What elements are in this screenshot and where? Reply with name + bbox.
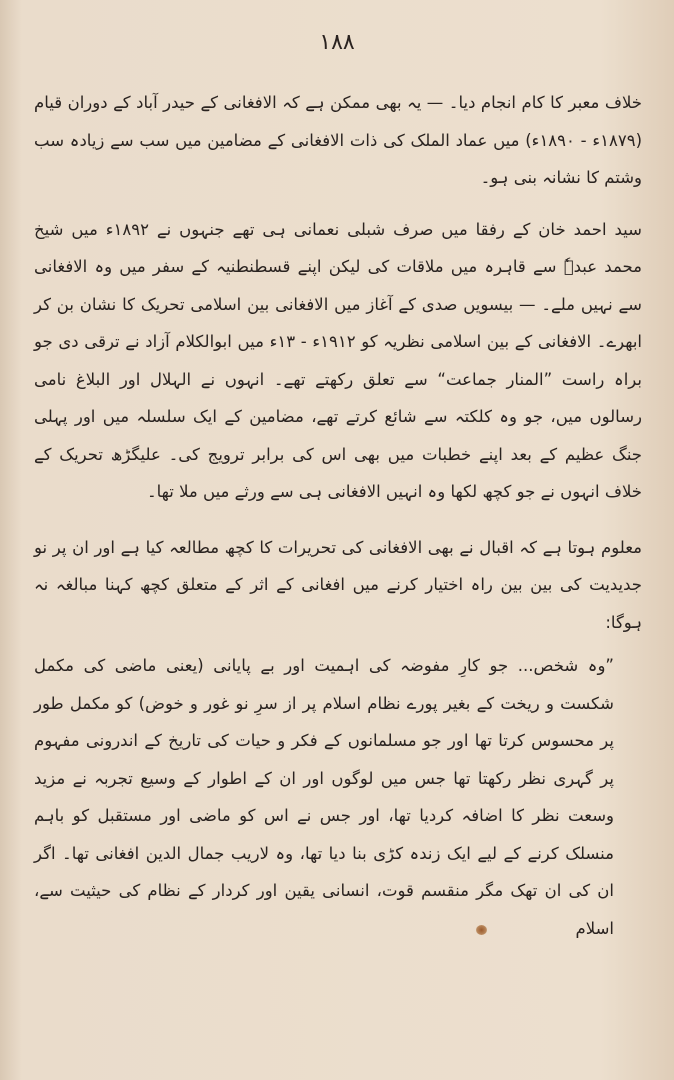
block-quote: ”وہ شخص... جو کارِ مفوضہ کی اہمیت اور بے پایانی (یعنی ماضی کی مکمل شکست و ریخت کے بغیر پورے نظام اسلام پر از سرِ نو غور و خوض) کو مکمل طور پر محسوس کرتا تھا اور جو مسلمانوں کے فکر و حیات کی تاریخ کے اندرونی مفہوم پر گہری نظر رکھتا تھا جس میں لوگوں اور ان کے اطوار کے وسیع تجربہ نے مزید وسعت نظر کا اضافہ کردیا تھا، اور جس نے اس کو ماضی اور مستقبل کو باہم منسلک کرنے کے لیے ایک زندہ کڑی بنا دیا تھا، وہ لاریب جمال الدین افغانی تھا۔ اگر ان کی ان تھک مگر منقسم قوت، انسانی یقین اور کردار کے نظام کی حیثیت سے، اسلام <box>34 656 614 938</box>
ink-smudge <box>476 925 487 935</box>
page-number: ۱۸۸ <box>319 30 355 55</box>
page-body <box>34 84 642 947</box>
paragraph-2: سید احمد خان کے رفقا میں صرف شبلی نعمانی ہی تھے جنہوں نے ۱۸۹۲ء میں شیخ محمد عبدہٗ سے قاہرہ میں ملاقات کی لیکن اپنے قسطنطنیہ کے سفر میں وہ الافغانی سے نہیں ملے۔ — بیسویں صدی کے آغاز میں الافغانی بین اسلامی تحریک کا نشان بن کر ابھرے۔ الافغانی کے بین اسلامی نظریہ کو ۱۹۱۲ء - ۱۳ء میں ابوالکلام آزاد نے ترقی دی جو براہ راست ”المنار جماعت“ سے تعلق رکھتے تھے۔ انہوں نے الہلال اور البلاغ نامی رسالوں میں، جو وہ کلکتہ سے شائع کرتے تھے، مضامین کے ایک سلسلہ میں اور پہلی جنگ عظیم کے بعد اپنے خطبات میں بھی اس کی برابر ترویج کی۔ علیگڑھ تحریک کے خلاف انہوں نے جو کچھ لکھا وہ انہیں الافغانی ہی سے ورثے میں ملا تھا۔ <box>34 219 643 501</box>
paragraph-1: خلاف معبر کا کام انجام دیا۔ — یہ بھی ممکن ہے کہ الافغانی کے حیدر آباد کے دوران قیام (۱۸۷۹ء - ۱۸۹۰ء) میں عماد الملک کی ذات الافغانی کے مضامین میں سب سے زیادہ سب وشتم کا نشانہ بنی ہو۔ <box>34 93 643 187</box>
paragraph-3: معلوم ہوتا ہے کہ اقبال نے بھی الافغانی کی تحریرات کا کچھ مطالعہ کیا ہے اور ان پر نو جدیدیت کی بین بین راہ اختیار کرنے میں افغانی کے اثر کے متعلق کچھ کہنا مبالغہ نہ ہوگا: <box>34 537 642 632</box>
